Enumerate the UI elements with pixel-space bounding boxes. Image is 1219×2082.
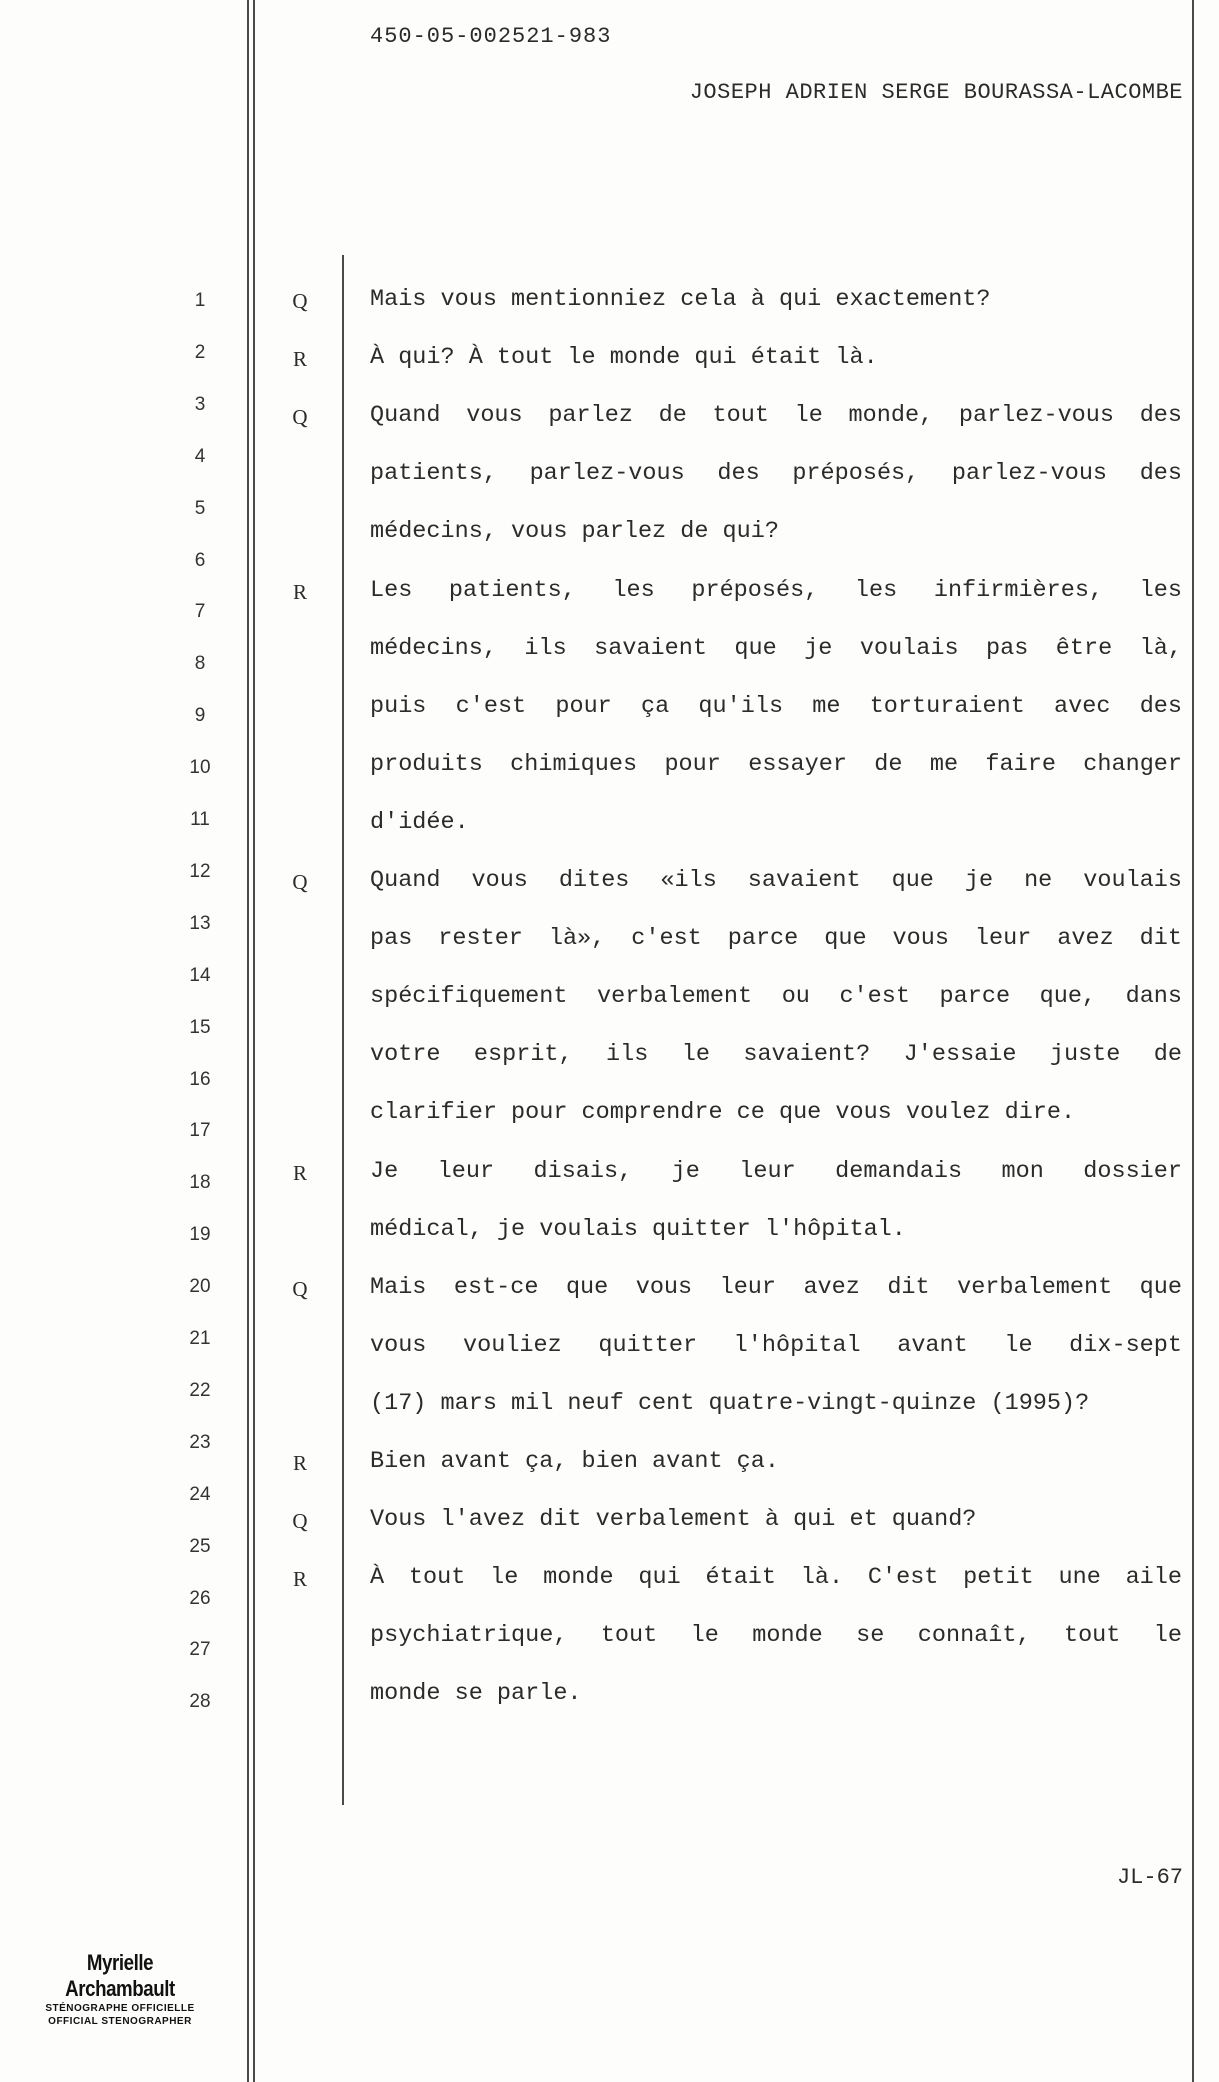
line-number: 12 — [189, 860, 211, 882]
transcript-line: d'idée. — [370, 808, 469, 836]
line-number: 13 — [189, 912, 211, 934]
line-number: 26 — [189, 1587, 211, 1609]
transcript-line: Quand vous parlez de tout le monde, parlez-vous des — [370, 402, 1182, 430]
stenographer-name: Myrielle Archambault — [65, 1950, 175, 2001]
transcript-line: Mais vous mentionniez cela à qui exactement? — [370, 286, 991, 313]
stenographer-stamp — [30, 1950, 210, 2028]
right-margin-rule — [1192, 0, 1194, 2082]
transcript-line: médical, je voulais quitter l'hôpital. — [370, 1215, 906, 1243]
answer-marker: R — [292, 1160, 307, 1185]
transcript-line: médecins, vous parlez de qui? — [370, 518, 779, 546]
line-number: 22 — [189, 1379, 211, 1401]
line-number: 16 — [189, 1068, 211, 1090]
transcript-line: Je leur disais, je leur demandais mon dossier — [370, 1157, 1182, 1185]
line-number: 4 — [194, 445, 206, 467]
transcript-line: votre esprit, ils le savaient? J'essaie juste de — [370, 1041, 1182, 1069]
question-marker: Q — [292, 870, 308, 894]
witness-name: JOSEPH ADRIEN SERGE BOURASSA-LACOMBE — [689, 80, 1183, 105]
transcript-line: clarifier pour comprendre ce que vous voulez dire. — [370, 1099, 1076, 1127]
transcript-line: vous vouliez quitter l'hôpital avant le dix-sept — [370, 1331, 1182, 1359]
line-number: 15 — [189, 1016, 211, 1038]
transcript-line: Quand vous dites «ils savaient que je ne voulais — [370, 867, 1182, 894]
answer-marker: R — [292, 579, 307, 604]
line-number: 8 — [194, 653, 206, 675]
stenographer-title-fr: STÉNOGRAPHE OFFICIELLE — [45, 2003, 195, 2014]
answer-marker: R — [292, 1567, 307, 1592]
transcript-line: pas rester là», c'est parce que vous leur avez dit — [370, 925, 1182, 953]
transcript-line: monde se parle. — [370, 1680, 582, 1708]
line-number: 10 — [189, 757, 211, 779]
transcript-line: Mais est-ce que vous leur avez dit verbalement que — [370, 1273, 1182, 1301]
line-number: 25 — [189, 1535, 211, 1557]
transcript-line: Bien avant ça, bien avant ça. — [370, 1448, 779, 1475]
question-marker: Q — [292, 1509, 308, 1534]
transcript-line: psychiatrique, tout le monde se connaît, tout le — [370, 1622, 1182, 1650]
transcript-line: patients, parlez-vous des préposés, parlez-vous des — [370, 460, 1182, 488]
transcript-line: À qui? À tout le monde qui était là. — [370, 344, 878, 372]
line-number: 24 — [189, 1483, 211, 1505]
line-number: 9 — [194, 705, 206, 727]
page-code: JL-67 — [1116, 1865, 1183, 1890]
line-number: 1 — [194, 290, 206, 311]
case-number: 450-05-002521-983 — [370, 24, 612, 49]
transcript-line: Vous l'avez dit verbalement à qui et quand? — [370, 1506, 977, 1534]
line-number: 27 — [189, 1639, 211, 1661]
transcript-line: spécifiquement verbalement ou c'est parce que, dans — [370, 983, 1182, 1011]
line-number: 6 — [194, 549, 206, 571]
line-number: 3 — [194, 393, 206, 415]
answer-marker: R — [292, 347, 307, 372]
transcript-line: (17) mars mil neuf cent quatre-vingt-quinze (1995)? — [370, 1389, 1090, 1417]
line-number: 20 — [189, 1276, 211, 1298]
line-number: 28 — [189, 1691, 211, 1713]
left-margin-rule-outer — [247, 0, 249, 2082]
left-margin-rule-inner — [253, 0, 255, 2082]
transcript-line: produits chimiques pour essayer de me faire changer — [370, 750, 1182, 778]
line-number: 2 — [194, 341, 206, 363]
stenographer-title-en: OFFICIAL STENOGRAPHER — [48, 2016, 192, 2027]
answer-column-rule — [342, 255, 344, 1805]
line-number: 21 — [189, 1328, 211, 1349]
question-marker: Q — [292, 405, 308, 430]
line-number: 5 — [194, 497, 206, 519]
transcript-line: médecins, ils savaient que je voulais pas être là, — [370, 634, 1182, 662]
transcript-line: À tout le monde qui était là. C'est petit une aile — [370, 1564, 1182, 1592]
line-number: 14 — [189, 964, 211, 986]
question-marker: Q — [292, 289, 308, 313]
line-number: 23 — [189, 1431, 211, 1453]
line-number: 11 — [190, 809, 210, 830]
transcript-line: puis c'est pour ça qu'ils me torturaient avec des — [370, 692, 1182, 720]
answer-marker: R — [292, 1451, 307, 1475]
line-number: 19 — [189, 1224, 211, 1246]
line-number: 17 — [189, 1120, 211, 1142]
line-number: 18 — [189, 1172, 211, 1194]
line-number: 7 — [194, 601, 206, 623]
question-marker: Q — [292, 1276, 308, 1301]
transcript-line: Les patients, les préposés, les infirmières, les — [370, 576, 1182, 604]
